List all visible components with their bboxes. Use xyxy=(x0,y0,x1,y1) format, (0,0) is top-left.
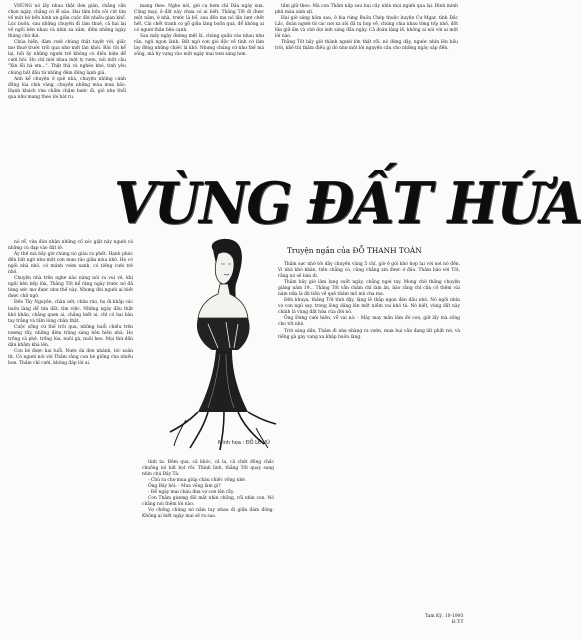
paragraph: VHÙNG nó lấy nhau thật đơn giản, chẳng cần chọn ngày, chẳng có lễ nào. Hai tâm hồn côi cút tìm về một bờ bến bình an giữa cuộc đời nhiều gian khổ. Lúc buồn, sau những chuyến đi làm thuê, cả hai lại về ngồi bên nhau và nhìn xa xăm, đếm những ngày tháng chờ đợi. xyxy=(8,4,126,40)
paragraph: Hai giờ sáng hôm sau, ở bìa rừng Buôn Chép thuộc huyện Cư Mgar, tỉnh Đắc Lắc, đoàn người từ các nơi xa xôi đã tụ họp về, chúng chia nhau từng tốp nhỏ, đốt lửa giữ ấm và chờ đợi ánh sáng đầu ngày. Cả đoàn lặng lẽ, không ai nói với ai một lời nào. xyxy=(275,16,458,40)
paragraph: Ông Đứng cười hiền, vỗ vai nó: - Mày may mắn lắm đó con, giữ lấy mà sống cho tốt nhé. xyxy=(278,316,460,328)
paragraph: Sau mấy ngày đường mệt lả, chúng quấn vào nhau như rắn, ngủ ngon lành. Bất ngờ cơn gió độc về tình cờ làm lay động những chiếc lá khô. Nhưng chúng cứ như thế mà sống, mà hy vọng vào một ngày mai tươi sáng hơn. xyxy=(134,34,264,58)
paragraph: Vợ chồng chúng nó nắm tay nhau đi giữa đám đông. Không ai biết ngày mai sẽ ra sao. xyxy=(142,508,274,520)
woman-tree-illustration xyxy=(168,232,278,452)
paragraph: Thắm sực nhớ tới dây chuyền vàng 5 chỉ, giờ ở gói khó hợp lại với nơi nó đến. Vì nhà khó khăn, tiền chẳng có, cũng chẳng xin được ở đâu. Thắm bảo với Tốt, rằng nó sẽ bán đi. xyxy=(278,262,460,280)
paragraph: - Để ngày mai cháu đưa vợ con lên rẫy. xyxy=(148,490,235,496)
illustration-credit: Minh họa : ĐỖ LÊ VŨ xyxy=(218,440,270,446)
paragraph: Trời sáng dần, Thắm đi nhẹ nhàng ra vườn, mưa bụi vẫn đang lất phất rơi, và tiếng gà gáy vang xa khắp buôn làng. xyxy=(278,328,460,340)
paragraph: Đến khuya, thằng Tốt tỉnh dậy, lặng lẽ thắp ngọn đèn dầu nhỏ. Nó ngồi nhìn vợ con ngủ say, trong lòng dâng lên một niềm vui khó tả. Nó biết, vùng đất này chính là vùng đất hứa của đời nó. xyxy=(278,298,460,316)
paragraph: Cuộc sống cứ thế trôi qua, những buổi chiều trên nương rẫy, những đêm trăng sáng bên hiên nhà. Họ trồng cà phê, trồng lúa, nuôi gà, nuôi heo. Mọi thứ dần dần khấm khá lên. xyxy=(8,324,133,348)
article-subtitle: Truyện ngắn của ĐỖ THANH TOÀN xyxy=(287,246,422,255)
paragraph: Ông Bảy hỏi: - Mua võng làm gì? xyxy=(148,484,221,490)
paragraph: tấm giữ theo. Mà con Thắm nấp sau bụi cây nhìn mọi người qua lại. Bình minh phủ màu xám xịt. xyxy=(275,4,458,16)
text-column-right xyxy=(278,262,460,612)
paragraph: Chuyện nhà trên nghe nào nàng nói ra vui vẻ, khi ngồi bên bếp lửa, Thằng Tốt kể rằng ngày trước nó đã từng ước mơ được như thế này. Nhưng đời người ai biết được chữ ngờ. xyxy=(8,276,133,300)
paragraph: Anh kể chuyện ở quê nhà, chuyện những cánh đồng lúa chín vàng, chuyện những mùa mưa bão. Hạnh khách vừa chầm chậm bước đi, gió nhẹ thổi qua như mang theo lời hát ru. xyxy=(8,76,126,100)
text-column-middle xyxy=(142,460,274,630)
text-column-top-left xyxy=(8,4,126,194)
text-column-left xyxy=(8,240,133,632)
paragraph: Con Thắm giương đôi mắt nhìn chồng, rồi nhìn con. Nó chẳng nói thêm lời nào. xyxy=(142,496,274,508)
paragraph: mang theo. Nghe nói, giờ cụ hem chỉ Dâu ngày xưa. Cũng may, ở đất này chưa có ai biết. Thằng Tốt đi được một năm, ở nhà, trước là bố, sau đến mẹ nó lần lượt chết hết. Cái chết tranh cọ gỗ giữa làng buồn quá, để không ai có người thân bên cạnh. xyxy=(134,4,264,34)
paragraph: Con bé được hai tuổi. Nước da đen nhánh, tóc xoăn tít. Có người nói với Thắm rằng con bé giống cha nhiều hơn. Thắm chỉ cười, không đáp lời ai. xyxy=(8,348,133,366)
author-initials: Đ.T.T xyxy=(451,620,464,625)
paragraph: Thắm bây giờ làm lụng suốt ngày, chẳng ngơi tay. Mong chờ thắng chuyện giảng năm 19... Thắng Tốt vẫn chăm chỉ làm ăn, bảo rằng chỉ cần cố thêm vài năm nữa là đủ tiền về quê thăm mồ mả cha mẹ. xyxy=(278,280,460,298)
text-column-top-middle xyxy=(134,4,264,169)
paragraph: Ấy thế mà bây giờ chúng nó giàu ra phết. Hạnh phúc đến bất ngờ như một cơn mưa rào giữa mùa khô. Họ có ngôi nhà nhỏ, có mảnh vườn xanh, có tiếng cười trẻ nhỏ. xyxy=(8,252,133,276)
paragraph: - Chú ra chợ mua giúp cháu chiếc võng nhé. xyxy=(148,478,247,484)
paragraph: Đến Tây Nguyên, chân ướt, chân ráo, họ đi khắp các buôn làng để tìm đất, tìm việc. Những ngày đầu thật khó khăn, chẳng quen ai, chẳng biết ai, chỉ có hai bàn tay trắng và tấm lòng chân thật. xyxy=(8,300,133,324)
text-column-top-right xyxy=(275,4,458,159)
paragraph: nó rể, vừa đón nhận những cố xóc giật nảy người và những cú đạp vào đất lở. xyxy=(8,240,133,252)
article-dateline xyxy=(425,614,464,626)
paragraph: Chúa hiền, đám cưới chúng thật tuyệt vời, giấc mơ thuở trước trôi qua như một làn khói. Bắc tôi kể lại, hồi ấy những người trẻ không có điều kiện để cưới hỏi. Họ chỉ mời nhau một ly rượu, nói một câu "Xin lỗi hà em...". Thật thà và nghèo khó, tình yêu chúng bắt đầu từ những đêm đông lạnh giá. xyxy=(8,40,126,76)
article-title: VÙNG ĐẤT HỨA xyxy=(114,169,581,237)
paragraph: tính ta. Đêm qua, cả khóc, cả la, cả chứt đồng chắc chuồng nó bất bọt rồi. Thình lình, thằng Tốt quay sang nhìn chú Bảy Tà. xyxy=(142,460,274,478)
paragraph: Thằng Tốt bây giờ thành người lớn thật rồi, nó đứng dậy, ngước nhìn lên bầu trời, khẽ thì thầm điều gì đó như một lời nguyện cầu cho những ngày sắp đến. xyxy=(275,40,458,52)
article-date: Tam Kỳ, 10-1993 xyxy=(425,614,464,619)
